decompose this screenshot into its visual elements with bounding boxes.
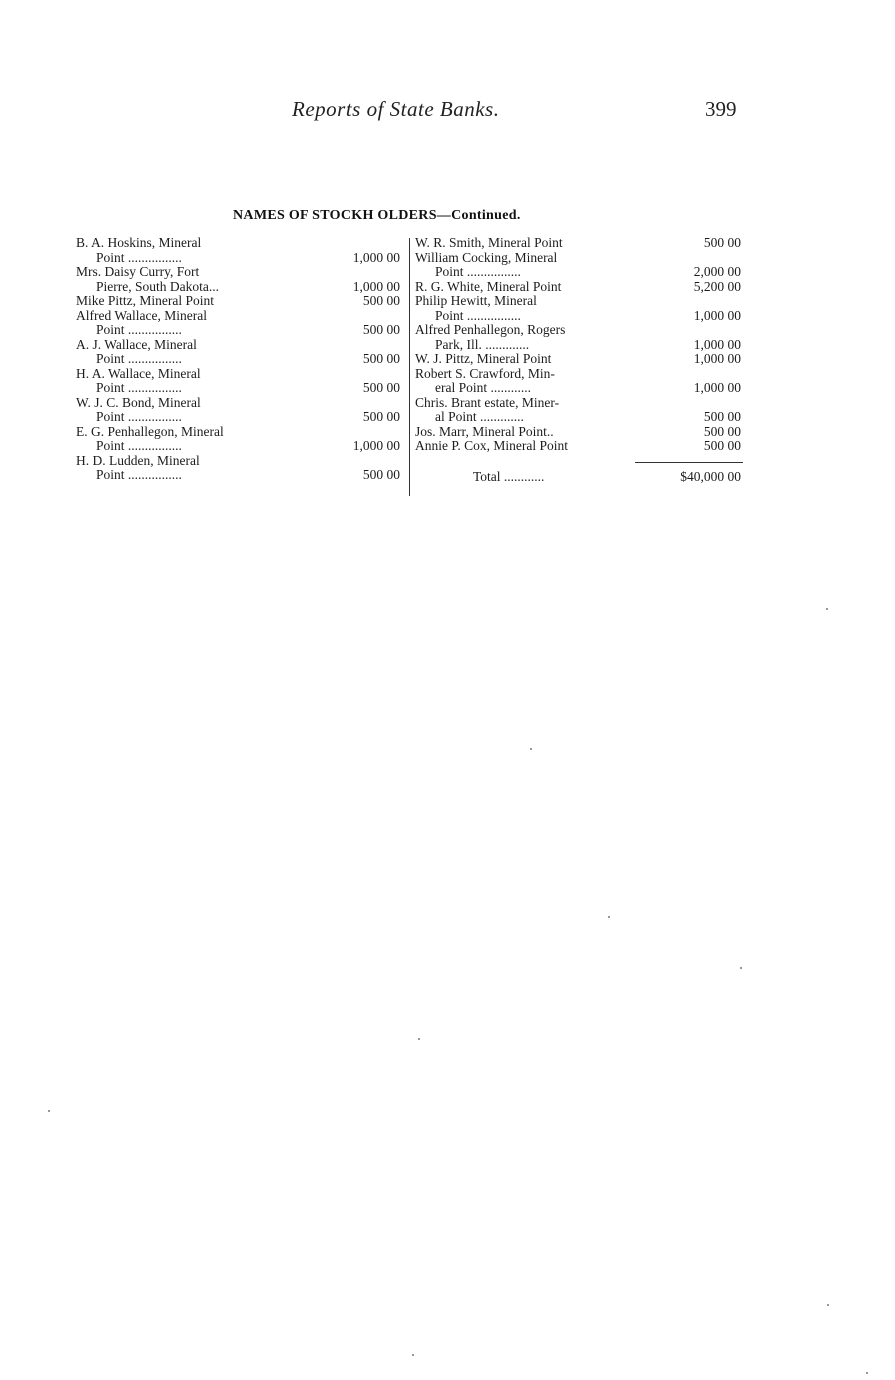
scan-speck <box>827 1304 829 1306</box>
share-amount: 1,000 00 <box>352 438 400 453</box>
stockholder-name: A. J. Wallace, Mineral <box>76 336 197 352</box>
scan-speck <box>826 608 828 610</box>
share-amount: 1,000 00 <box>693 380 741 395</box>
stockholder-entry <box>76 236 404 265</box>
section-title: NAMES OF STOCKH OLDERS—Continued. <box>233 208 521 223</box>
stockholder-name-continued: eral Point ............ <box>435 380 531 395</box>
stockholder-entry <box>76 265 404 294</box>
share-amount: 1,000 00 <box>693 351 741 366</box>
share-amount: 5,200 00 <box>693 278 741 294</box>
stockholder-name-continued: Point ................ <box>96 438 182 453</box>
stockholder-name: B. A. Hoskins, Mineral <box>76 235 202 250</box>
stockholder-name: R. G. White, Mineral Point <box>415 278 562 294</box>
stockholder-name: W. J. Pittz, Mineral Point <box>415 351 552 366</box>
stockholder-name: E. G. Penhallegon, Mineral <box>76 423 224 439</box>
stockholder-name-continued: Point ................ <box>96 409 182 424</box>
scan-speck <box>530 748 532 750</box>
left-stockholder-column <box>76 236 404 483</box>
scan-speck <box>740 967 742 969</box>
stockholder-name: Annie P. Cox, Mineral Point <box>415 438 569 453</box>
stockholder-name-continued: Point ................ <box>96 351 182 366</box>
share-amount: 500 00 <box>362 409 400 424</box>
share-amount: 500 00 <box>362 467 400 482</box>
stockholder-entry <box>415 396 745 425</box>
stockholder-name: H. A. Wallace, Mineral <box>76 365 201 381</box>
stockholder-name: W. J. C. Bond, Mineral <box>76 394 201 410</box>
share-amount: 500 00 <box>703 423 741 439</box>
running-head: Reports of State Banks. <box>292 97 500 121</box>
share-amount: 500 00 <box>703 438 741 453</box>
stockholder-entry <box>415 425 745 440</box>
total-amount: $40,000 00 <box>680 468 741 484</box>
stockholder-name: Jos. Marr, Mineral Point.. <box>415 423 554 439</box>
scan-speck <box>418 1038 420 1040</box>
stockholder-name-continued: Pierre, South Dakota... <box>96 278 219 294</box>
share-amount: 500 00 <box>362 351 400 366</box>
stockholder-entry <box>415 251 745 280</box>
stockholder-name-continued: al Point ............. <box>435 409 524 424</box>
stockholder-entry <box>76 309 404 338</box>
scan-speck <box>866 1372 868 1374</box>
scan-speck <box>608 916 610 918</box>
share-amount: 500 00 <box>362 322 400 337</box>
total-rule <box>635 462 743 463</box>
total-label: Total ............ <box>473 468 545 484</box>
stockholder-name: Alfred Penhallegon, Rogers <box>415 322 566 337</box>
page-number: 399 <box>705 97 737 121</box>
stockholder-entry <box>415 352 745 367</box>
stockholder-name: H. D. Ludden, Mineral <box>76 452 200 468</box>
share-amount: 1,000 00 <box>693 307 741 323</box>
stockholder-entry <box>415 236 745 251</box>
stockholder-entry <box>415 367 745 396</box>
stockholder-name-continued: Point ................ <box>96 467 182 482</box>
stockholder-name-continued: Point ................ <box>435 307 521 323</box>
stockholder-name: Alfred Wallace, Mineral <box>76 307 207 323</box>
right-stockholder-column <box>415 236 745 482</box>
stockholder-name: Chris. Brant estate, Miner- <box>415 394 560 410</box>
stockholder-entry <box>415 323 745 352</box>
stockholder-entry <box>76 454 404 483</box>
scan-speck <box>412 1354 414 1356</box>
share-amount: 1,000 00 <box>352 249 400 265</box>
share-amount: 1,000 00 <box>693 336 741 352</box>
stockholder-entry <box>415 280 745 295</box>
stockholder-entry <box>415 439 745 454</box>
share-amount: 500 00 <box>703 409 741 424</box>
stockholder-name: W. R. Smith, Mineral Point <box>415 235 563 250</box>
stockholder-entry <box>76 294 404 309</box>
total-row <box>415 462 745 482</box>
share-amount: 2,000 00 <box>693 264 741 279</box>
stockholder-entry <box>415 294 745 323</box>
stockholder-name: William Cocking, Mineral <box>415 249 558 265</box>
stockholder-entry <box>76 367 404 396</box>
stockholder-name: Mrs. Daisy Curry, Fort <box>76 264 200 279</box>
stockholder-name: Robert S. Crawford, Min- <box>415 365 555 381</box>
stockholder-name-continued: Point ................ <box>96 380 182 395</box>
stockholder-entry <box>76 396 404 425</box>
stockholder-name-continued: Point ................ <box>435 264 521 279</box>
column-divider <box>409 238 410 496</box>
stockholder-name-continued: Point ................ <box>96 249 182 265</box>
stockholder-entry <box>76 425 404 454</box>
stockholder-name: Mike Pittz, Mineral Point <box>76 293 214 308</box>
share-amount: 500 00 <box>362 380 400 395</box>
stockholder-name-continued: Point ................ <box>96 322 182 337</box>
stockholder-name-continued: Park, Ill. ............. <box>435 336 530 352</box>
stockholder-name: Philip Hewitt, Mineral <box>415 293 537 308</box>
share-amount: 1,000 00 <box>352 278 400 294</box>
share-amount: 500 00 <box>362 293 400 308</box>
share-amount: 500 00 <box>703 235 741 250</box>
stockholder-entry <box>76 338 404 367</box>
scan-speck <box>48 1110 50 1112</box>
